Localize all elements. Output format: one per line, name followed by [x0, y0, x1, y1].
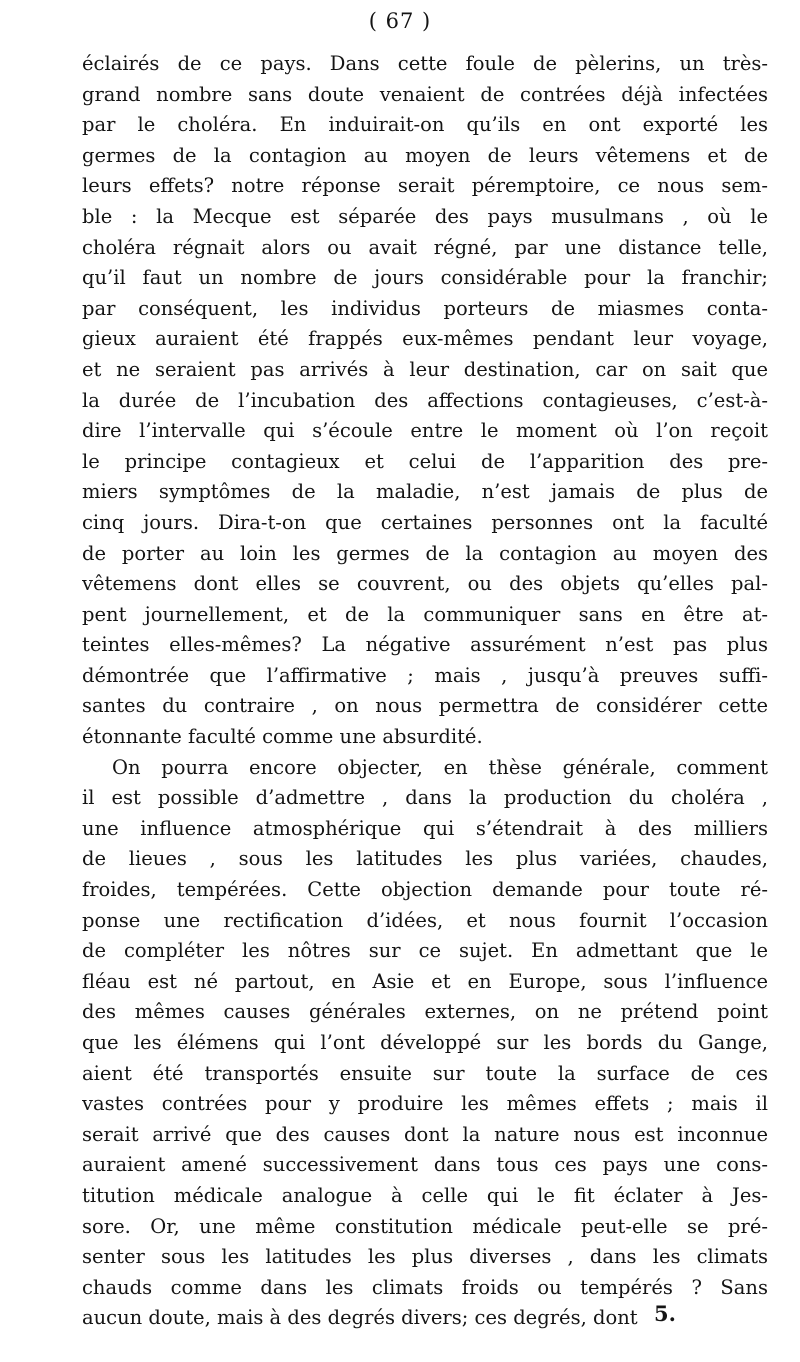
text-line: auraient amené successivement dans tous ces pays une cons- — [82, 1153, 768, 1177]
text-line: fléau est né partout, en Asie et en Europe, sous l’influence — [82, 969, 768, 993]
signature-mark: 5. — [654, 1301, 676, 1326]
text-line: grand nombre sans doute venaient de contrées déjà infectées — [82, 82, 768, 106]
text-line: éclairés de ce pays. Dans cette foule de pèlerins, un très- — [82, 52, 768, 75]
text-line: la durée de l’incubation des affections contagieuses, c’est-à- — [82, 388, 768, 412]
text-line: de lieues , sous les latitudes les plus variées, chaudes, — [82, 847, 768, 871]
text-line: par le choléra. En induirait-on qu’ils en ont exporté les — [82, 113, 768, 137]
text-line: démontrée que l’affirmative ; mais , jusqu’à preuves suffi- — [82, 663, 768, 687]
text-line: des mêmes causes générales externes, on ne prétend point — [82, 1000, 768, 1024]
text-line: par conséquent, les individus porteurs de miasmes conta- — [82, 296, 768, 320]
text-line: sore. Or, une même constitution médicale peut-elle se pré- — [82, 1214, 768, 1238]
text-line: miers symptômes de la maladie, n’est jamais de plus de — [82, 480, 768, 504]
text-line: pent journellement, et de la communiquer sans en être at- — [82, 602, 768, 626]
text-line: de porter au loin les germes de la contagion au moyen des — [82, 541, 768, 565]
text-line: gieux auraient été frappés eux-mêmes pendant leur voyage, — [82, 327, 768, 351]
text-line: serait arrivé que des causes dont la nature nous est inconnue — [82, 1122, 768, 1146]
text-line: étonnante faculté comme une absurdité. — [82, 725, 483, 749]
text-line: titution médicale analogue à celle qui le fit éclater à Jes- — [82, 1183, 768, 1207]
page-number-header: ( 67 ) — [368, 9, 432, 33]
text-line: vêtemens dont elles se couvrent, ou des objets qu’elles pal- — [82, 572, 768, 596]
text-line: vastes contrées pour y produire les mêmes effets ; mais il — [82, 1092, 768, 1116]
text-line: il est possible d’admettre , dans la production du choléra , — [82, 786, 768, 810]
text-line: germes de la contagion au moyen de leurs vêtemens et de — [82, 143, 768, 167]
text-line: aucun doute, mais à des degrés divers; ces degrés, dont — [82, 1306, 638, 1330]
page-body — [82, 49, 768, 1334]
text-line: leurs effets? notre réponse serait péremptoire, ce nous sem- — [82, 174, 768, 198]
text-line: une influence atmosphérique qui s’étendrait à des milliers — [82, 816, 768, 840]
text-line: ble : la Mecque est séparée des pays musulmans , où le — [82, 204, 768, 228]
text-line: que les élémens qui l’ont développé sur les bords du Gange, — [82, 1031, 768, 1054]
text-line: froides, tempérées. Cette objection demande pour toute ré- — [82, 878, 768, 902]
text-line: de compléter les nôtres sur ce sujet. En admettant que le — [82, 939, 768, 963]
text-line: aient été transportés ensuite sur toute la surface de ces — [82, 1061, 768, 1085]
text-line: le principe contagieux et celui de l’apparition des pre- — [82, 449, 768, 473]
text-line: chauds comme dans les climats froids ou tempérés ? Sans — [82, 1275, 768, 1299]
text-line: senter sous les latitudes les plus diverses , dans les climats — [82, 1245, 768, 1269]
text-line: cinq jours. Dira-t-on que certaines personnes ont la faculté — [82, 510, 768, 534]
text-line: teintes elles-mêmes? La négative assurément n’est pas plus — [82, 633, 768, 657]
text-line: dire l’intervalle qui s’écoule entre le moment où l’on reçoit — [82, 419, 768, 443]
text-line: qu’il faut un nombre de jours considérable pour la franchir; — [82, 266, 768, 290]
text-line: santes du contraire , on nous permettra de considérer cette — [82, 694, 768, 718]
text-line: ponse une rectification d’idées, et nous fournit l’occasion — [82, 908, 768, 932]
text-line: et ne seraient pas arrivés à leur destination, car on sait que — [82, 357, 768, 381]
text-line: On pourra encore objecter, en thèse générale, comment — [112, 755, 768, 779]
text-line: choléra régnait alors ou avait régné, par une distance telle, — [82, 235, 768, 259]
